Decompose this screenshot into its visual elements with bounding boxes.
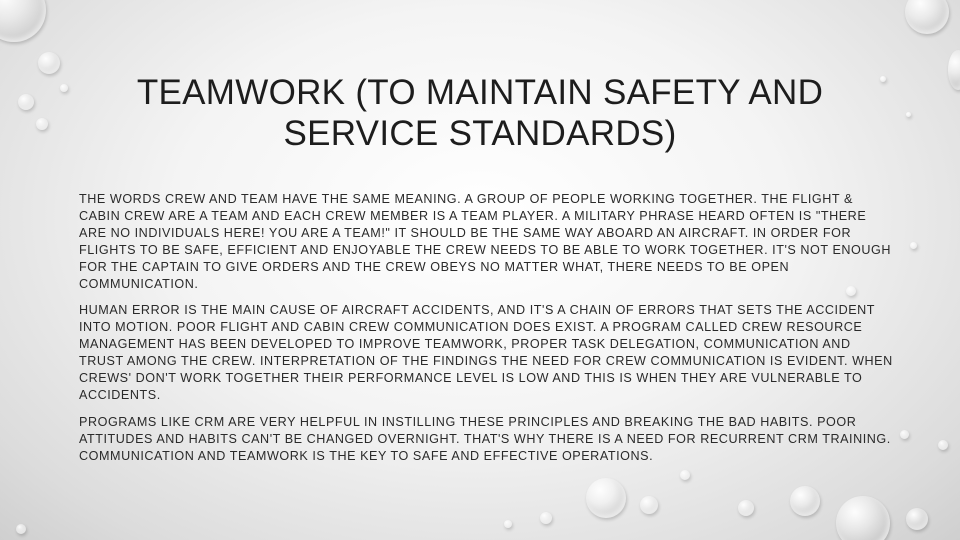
water-drop-icon — [880, 76, 886, 82]
slide-title: TEAMWORK (TO MAINTAIN SAFETY AND SERVICE STANDARDS) — [136, 73, 824, 153]
water-drop-icon — [18, 94, 34, 110]
water-drop-icon — [738, 500, 754, 516]
water-drop-icon — [640, 496, 658, 514]
water-drop-icon — [36, 118, 48, 130]
paragraph-3: PROGRAMS LIKE CRM ARE VERY HELPFUL IN INSTILLING THESE PRINCIPLES AND BREAKING THE BAD HABITS. POOR ATTITUDES AND HABITS CAN'T BE CHANGED OVERNIGHT. THAT'S WHY THERE IS A NEED FOR RECURRENT CRM TRAINING. COMMUNICATION AND TEAMWORK IS THE KEY TO SAFE AND EFFECTIVE OPERATIONS. — [79, 414, 891, 463]
water-drop-icon — [586, 478, 626, 518]
water-drop-icon — [38, 52, 60, 74]
water-drop-icon — [0, 0, 46, 42]
water-drop-icon — [540, 512, 552, 524]
water-drop-icon — [16, 524, 26, 534]
water-drop-icon — [948, 50, 960, 90]
water-drop-icon — [504, 520, 512, 528]
water-drop-icon — [900, 430, 909, 439]
water-drop-icon — [905, 0, 949, 34]
water-drop-icon — [938, 440, 948, 450]
water-drop-icon — [910, 242, 917, 249]
paragraph-1: THE WORDS CREW AND TEAM HAVE THE SAME MEANING. A GROUP OF PEOPLE WORKING TOGETHER. THE FLIGHT & CABIN CREW ARE A TEAM AND EACH CREW MEMBER IS A TEAM PLAYER. A MILITARY PHRASE HEARD OFTEN IS "THERE ARE NO INDIVIDUALS HERE! YOU ARE A TEAM!" IT SHOULD BE THE SAME WAY ABOARD AN AIRCRAFT. IN ORDER FOR FLIGHTS TO BE SAFE, EFFICIENT AND ENJOYABLE THE CREW NEEDS TO BE ABLE TO WORK TOGETHER. IT'S NOT ENOUGH FOR THE CAPTAIN TO GIVE ORDERS AND THE CREW OBEYS NO MATTER WHAT, THERE NEEDS TO BE OPEN COMMUNICATION. — [79, 192, 892, 291]
water-drop-icon — [790, 486, 820, 516]
water-drop-icon — [60, 84, 68, 92]
water-drop-icon — [906, 508, 928, 530]
water-drop-icon — [906, 112, 911, 117]
paragraph-2: HUMAN ERROR IS THE MAIN CAUSE OF AIRCRAFT ACCIDENTS, AND IT'S A CHAIN OF ERRORS THAT SETS THE ACCIDENT INTO MOTION. POOR FLIGHT AND CABIN CREW COMMUNICATION DOES EXIST. A PROGRAM CALLED CREW RESOURCE MANAGEMENT HAS BEEN DEVELOPED TO IMPROVE TEAMWORK, PROPER TASK DELEGATION, COMMUNICATION AND TRUST AMONG THE CREW. INTERPRETATION OF THE FINDINGS THE NEED FOR CREW COMMUNICATION IS EVIDENT. WHEN CREWS' DON'T WORK TOGETHER THEIR PERFORMANCE LEVEL IS LOW AND THIS IS WHEN THEY ARE VULNERABLE TO ACCIDENTS. — [79, 303, 893, 402]
slide-body — [79, 191, 894, 475]
water-drop-icon — [836, 496, 890, 540]
